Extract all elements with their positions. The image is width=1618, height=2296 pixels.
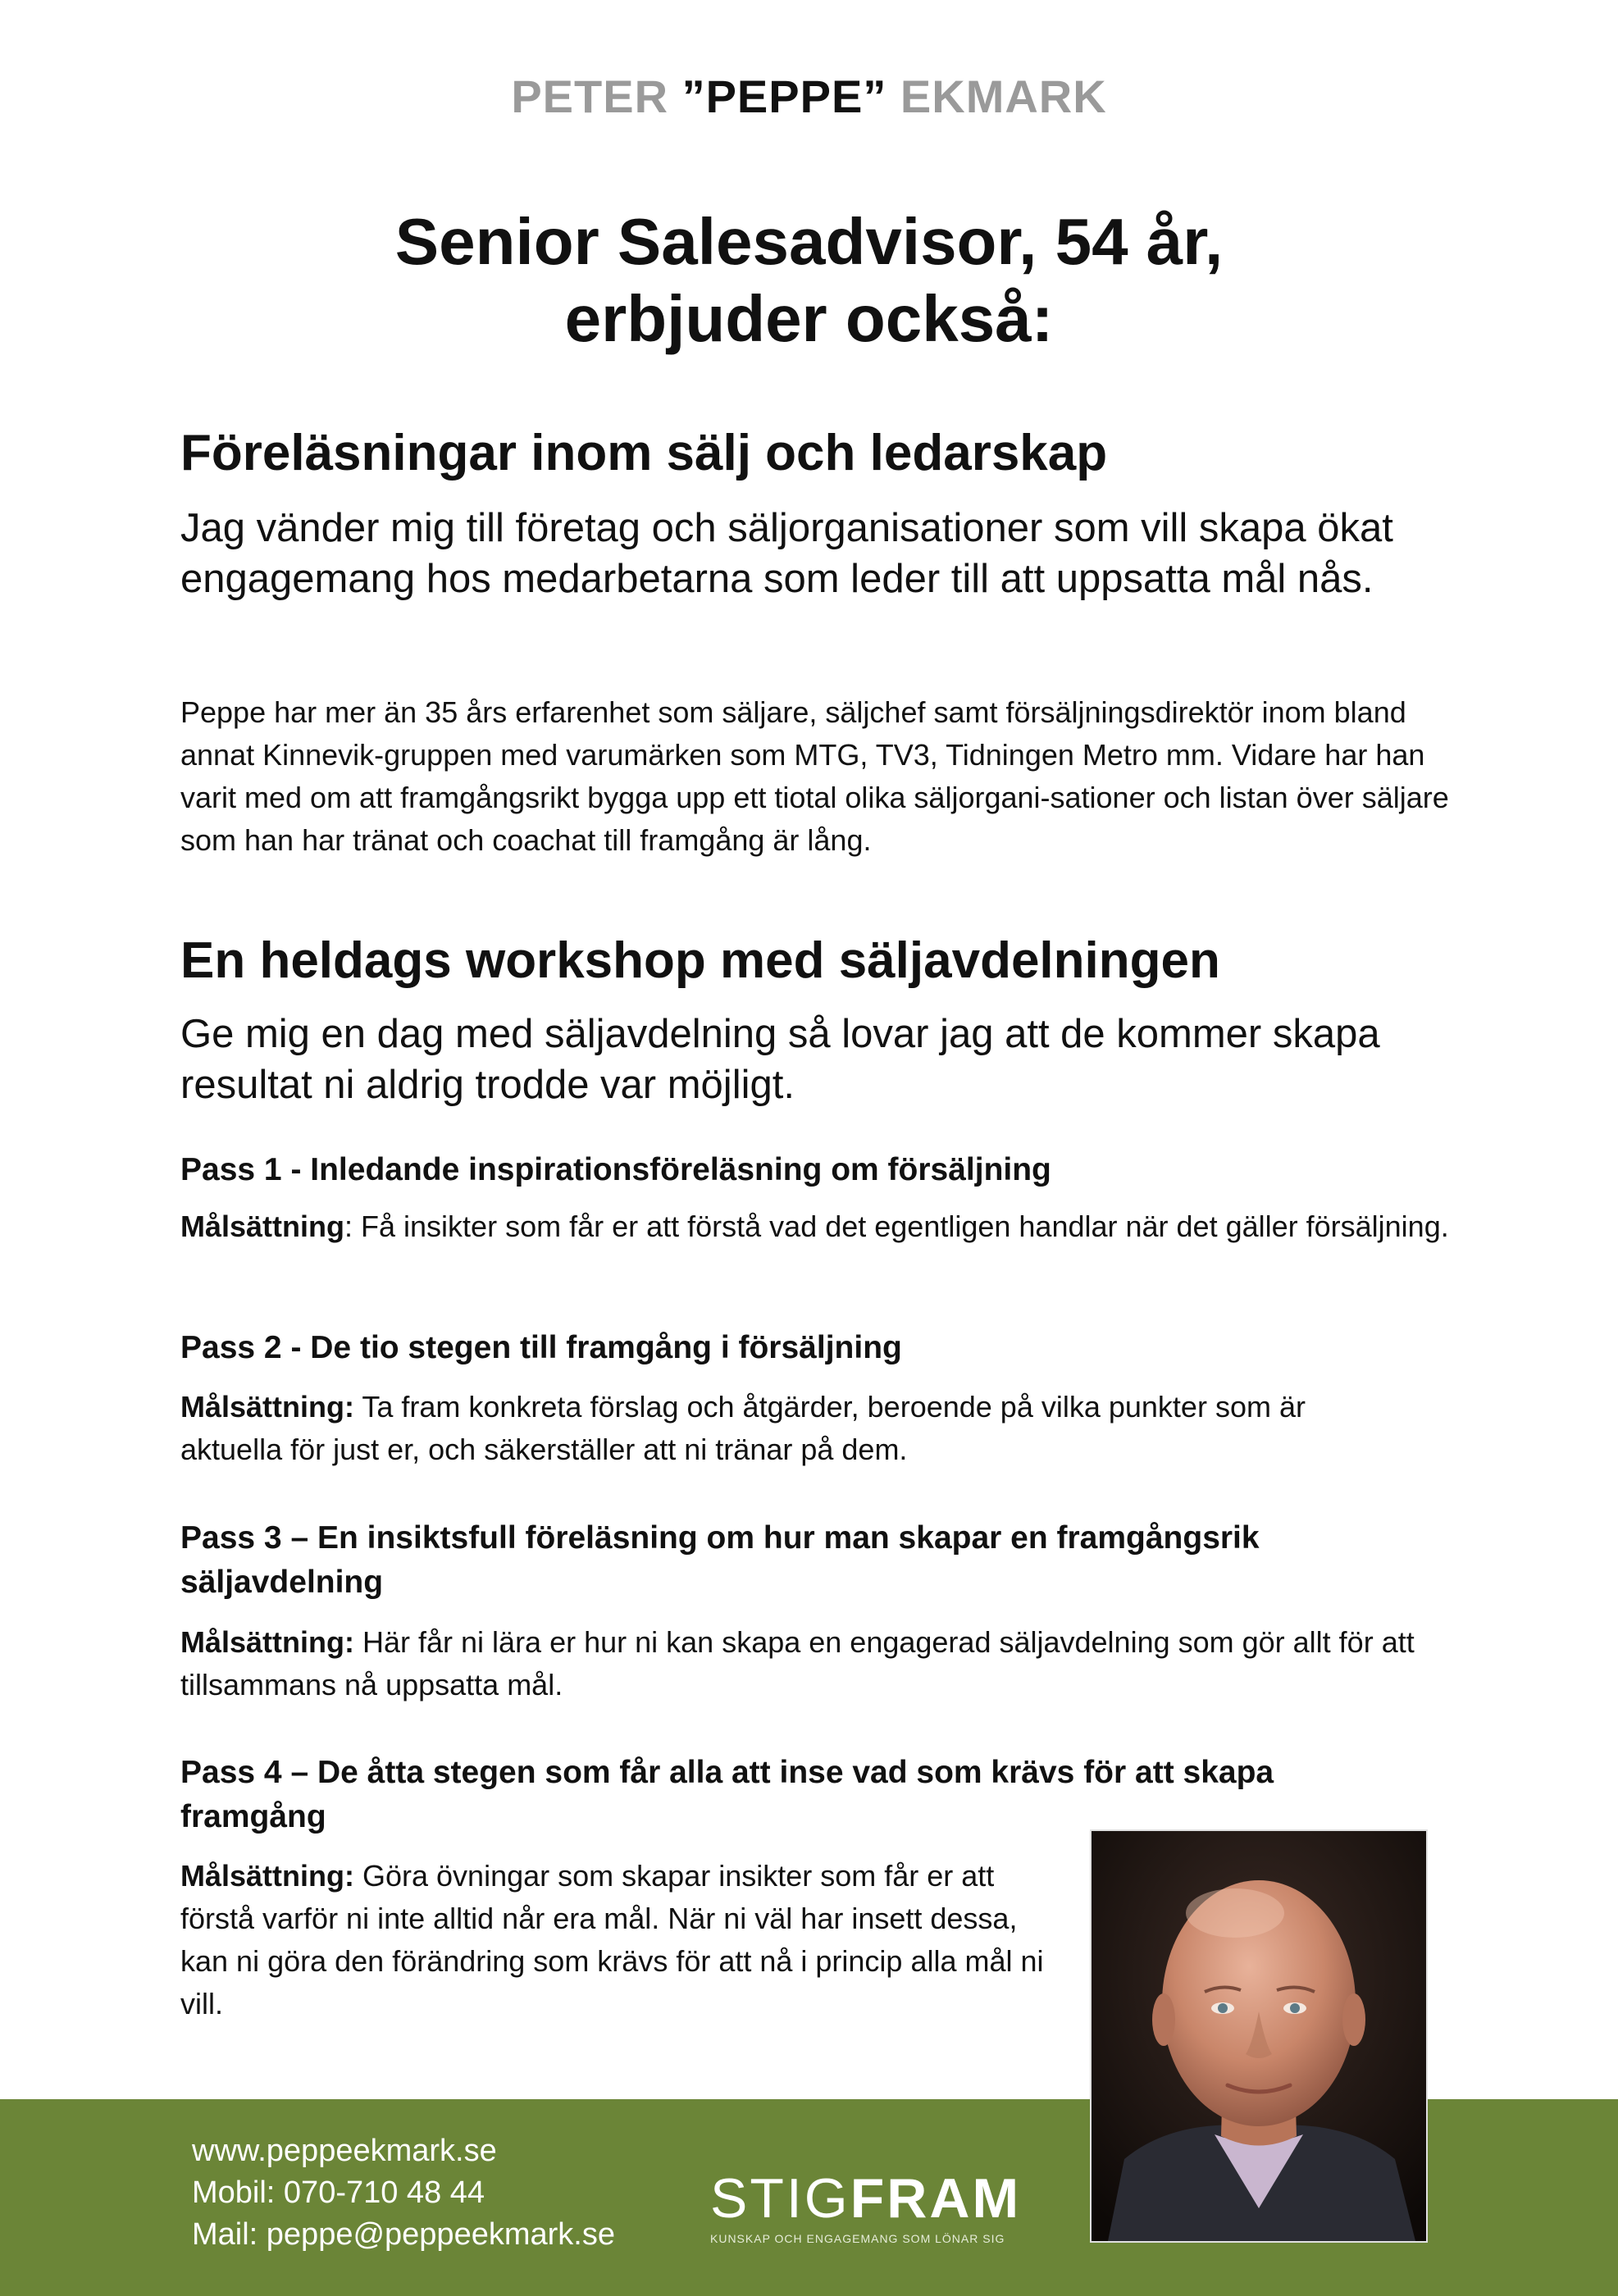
pass-2-goal-text: Ta fram konkreta förslag och åtgärder, beroende på vilka punkter som är aktuella för just er, och säkerställer att ni tränar på dem. xyxy=(180,1390,1306,1466)
pass-4-goal xyxy=(180,1855,1058,2025)
pass-2-goal xyxy=(180,1386,1329,1471)
lectures-heading: Föreläsningar inom sälj och ledarskap xyxy=(180,425,1108,481)
pass-1-goal-text: : Få insikter som får er att förstå vad det egentligen handlar när det gäller försäljning. xyxy=(344,1210,1449,1243)
header-name xyxy=(0,67,1618,126)
contact-website[interactable]: www.peppeekmark.se xyxy=(192,2134,497,2168)
pass-4-title: Pass 4 – De åtta stegen som får alla att inse vad som krävs för att skapa framgång xyxy=(180,1755,1274,1834)
pass-3-goal xyxy=(180,1621,1460,1706)
contact-mobile[interactable]: Mobil: 070-710 48 44 xyxy=(192,2175,485,2210)
title-line-1: Senior Salesadvisor, 54 år, xyxy=(394,205,1224,278)
lectures-body: Peppe har mer än 35 års erfarenhet som säljare, säljchef samt försäljningsdirektör inom bland annat Kinnevik-gruppen med varumärken som MTG, TV3, Tidningen Metro mm. Vidare har han varit med om att framgångsrikt bygga upp ett tiotal olika säljorgani-sationer och listan över säljare som han har tränat och coachat till framgång är lång. xyxy=(180,695,1449,857)
pass-4-goal-text: Göra övningar som skapar insikter som får er att förstå varför ni inte alltid når era mål. När ni väl har insett dessa, kan ni göra den förändring som krävs för att nå i princip alla mål ni vill. xyxy=(180,1859,1044,2020)
workshop-heading: En heldags workshop med säljavdelningen xyxy=(180,932,1220,989)
stigfram-logo xyxy=(710,2169,1021,2228)
title-line-2: erbjuder också: xyxy=(564,282,1054,355)
pass-3-title: Pass 3 – En insiktsfull föreläsning om hur man skapar en framgångsrik säljavdelning xyxy=(180,1520,1260,1600)
first-name: PETER xyxy=(511,71,682,122)
logo-bold: FRAM xyxy=(850,2167,1022,2230)
contact-mail[interactable]: Mail: peppe@peppeekmark.se xyxy=(192,2217,615,2252)
page-title xyxy=(0,203,1618,358)
pass-3-goal-text: Här får ni lära er hur ni kan skapa en engagerad säljavdelning som gör allt för att tillsammans nå uppsatta mål. xyxy=(180,1625,1415,1702)
lectures-lead: Jag vänder mig till företag och säljorganisationer som vill skapa ökat engagemang hos medarbetarna som leder till att uppsatta mål nås. xyxy=(180,506,1393,601)
pass-1-title: Pass 1 - Inledande inspirationsföreläsning om försäljning xyxy=(180,1152,1051,1187)
logo-tagline: KUNSKAP OCH ENGAGEMANG SOM LÖNAR SIG xyxy=(710,2232,1005,2245)
portrait-photo xyxy=(1090,1829,1428,2243)
logo-light: STIG xyxy=(710,2167,850,2230)
last-name: EKMARK xyxy=(886,71,1107,122)
pass-2-title: Pass 2 - De tio stegen till framgång i försäljning xyxy=(180,1330,902,1365)
pass-2-goal-label: Målsättning: xyxy=(180,1390,354,1424)
nickname: ”PEPPE” xyxy=(681,71,887,122)
pass-1-goal xyxy=(180,1205,1460,1248)
pass-1-goal-label: Målsättning xyxy=(180,1210,345,1243)
workshop-lead: Ge mig en dag med säljavdelning så lovar jag att de kommer skapa resultat ni aldrig trodde var möjligt. xyxy=(180,1012,1380,1107)
pass-3-goal-label: Målsättning: xyxy=(180,1625,354,1659)
portrait-illustration xyxy=(1092,1831,1426,2241)
pass-4-goal-label: Målsättning: xyxy=(180,1859,354,1893)
